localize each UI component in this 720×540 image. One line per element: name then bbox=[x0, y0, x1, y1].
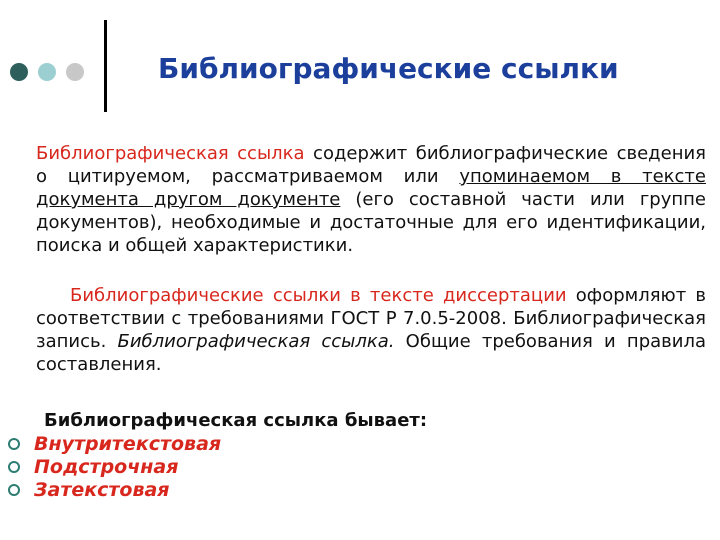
list-item-label: Внутритекстовая bbox=[34, 432, 222, 455]
term-bibliographic-reference: Библиографическая ссылка bbox=[36, 143, 305, 164]
list-item bbox=[8, 432, 221, 455]
reference-types-list bbox=[8, 432, 221, 501]
underlined-text: упоминаемом в тексте документа другом документе bbox=[36, 166, 706, 210]
text: (его составной части или группе документов), необходимые и достаточные для его идентификации, поиска и общей характеристики. bbox=[36, 189, 706, 256]
text: оформляют в соответствии с требованиями ГОСТ Р 7.0.5-2008. Библиографическая запись. bbox=[36, 285, 706, 352]
text: содержит библиографические сведения о цитируемом, рассматриваемом или bbox=[36, 143, 706, 187]
title-divider bbox=[104, 20, 107, 112]
list-heading: Библиографическая ссылка бывает: bbox=[44, 410, 428, 431]
term-references-in-dissertation: Библиографические ссылки в тексте диссертации bbox=[70, 285, 567, 306]
list-item-label: Затекстовая bbox=[34, 478, 170, 501]
decorative-dots bbox=[10, 63, 84, 81]
text: Общие требования и правила составления. bbox=[36, 331, 706, 375]
dot-light-teal bbox=[38, 63, 56, 81]
bullet-icon bbox=[8, 461, 20, 473]
bullet-icon bbox=[8, 484, 20, 496]
dot-gray bbox=[66, 63, 84, 81]
list-item-label: Подстрочная bbox=[34, 455, 179, 478]
list-item bbox=[8, 478, 221, 501]
paragraph-standard bbox=[36, 284, 706, 376]
bullet-icon bbox=[8, 438, 20, 450]
italic-text: Библиографическая ссылка. bbox=[117, 331, 395, 352]
dot-dark bbox=[10, 63, 28, 81]
slide-title: Библиографические ссылки bbox=[158, 52, 619, 85]
paragraph-definition bbox=[36, 142, 706, 257]
list-item bbox=[8, 455, 221, 478]
